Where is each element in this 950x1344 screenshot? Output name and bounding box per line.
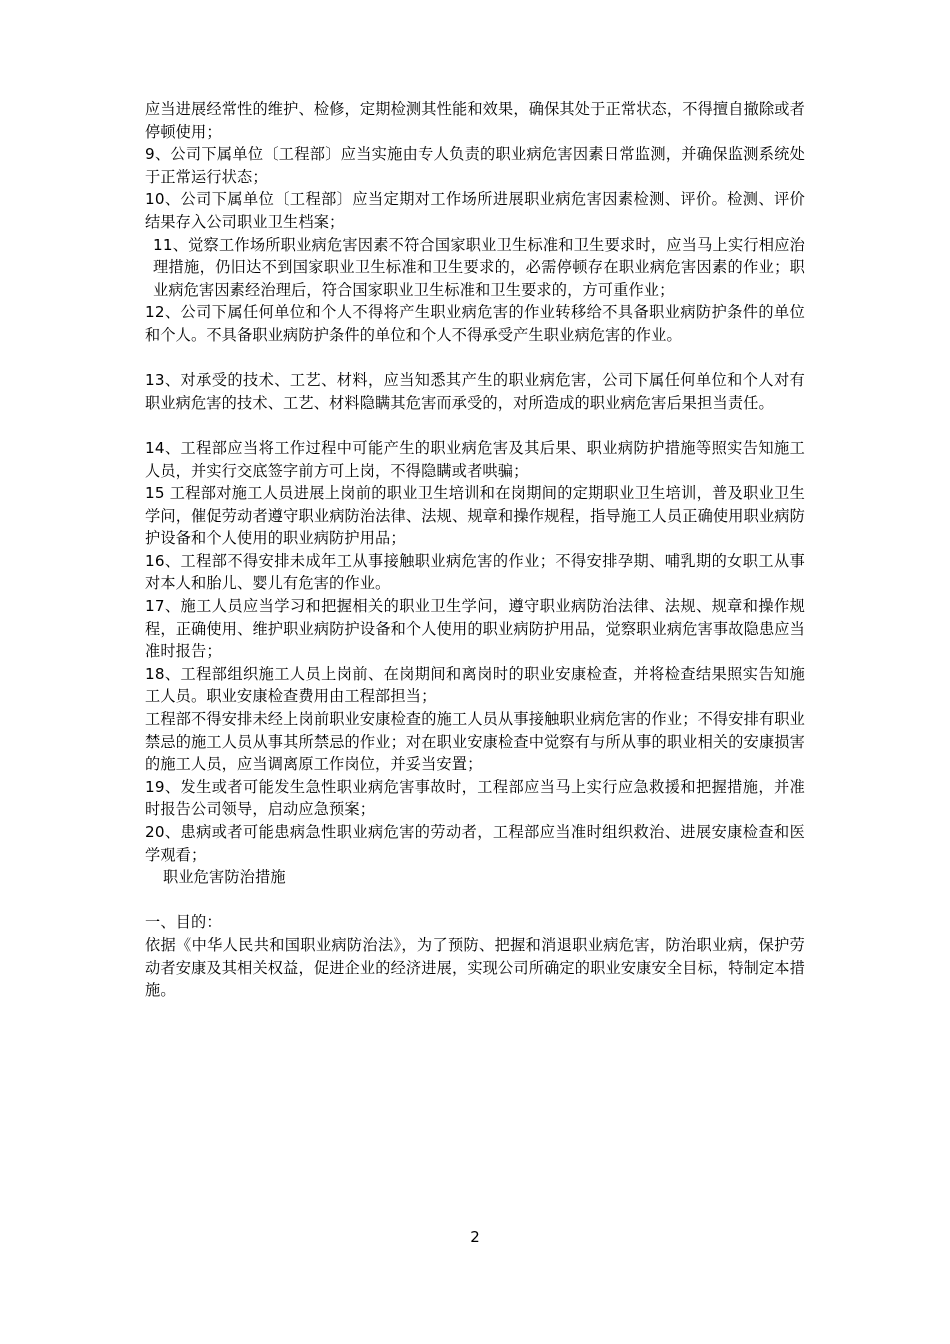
paragraph-maintenance: 应当进展经常性的维护、检修，定期检测其性能和效果，确保其处于正常状态，不得擅自撤除或者停顿使用； xyxy=(145,100,805,141)
page-number: 2 xyxy=(470,1228,480,1246)
subsection-heading-purpose: 一、目的： xyxy=(145,913,222,932)
paragraph-item-9: 9、公司下属单位〔工程部〕应当实施由专人负责的职业病危害因素日常监测，并确保监测系统处于正常运行状态； xyxy=(145,145,805,186)
paragraph-item-12: 12、公司下属任何单位和个人不得将产生职业病危害的作业转移给不具备职业病防护条件的单位和个人。不具备职业病防护条件的单位和个人不得承受产生职业病危害的作业。 xyxy=(145,303,805,344)
paragraph-item-18: 18、工程部组织施工人员上岗前、在岗期间和离岗时的职业安康检查，并将检查结果照实告知施工人员。职业安康检查费用由工程部担当； xyxy=(145,664,805,706)
blank-line xyxy=(145,347,805,370)
paragraph-purpose: 依据《中华人民共和国职业病防治法》，为了预防、把握和消退职业病危害，防治职业病，保护劳动者安康及其相关权益，促进企业的经济进展，实现公司所确定的职业安康安全目标，特制定本措施。 xyxy=(145,935,805,1000)
paragraph-item-11: 11、觉察工作场所职业病危害因素不符合国家职业卫生标准和卫生要求时，应当马上实行相应治理措施，仍旧达不到国家职业卫生标准和卫生要求的，必需停顿存在职业病危害因素的作业；职业病危害因素经治理后，符合国家职业卫生标准和卫生要求的，方可重作业； xyxy=(153,235,805,299)
paragraph-item-20: 20、患病或者可能患病急性职业病危害的劳动者，工程部应当准时组织救治、进展安康检查和医学观看； xyxy=(145,823,805,864)
paragraph-item-13: 13、对承受的技术、工艺、材料，应当知悉其产生的职业病危害，公司下属任何单位和个人对有职业病危害的技术、工艺、材料隐瞒其危害而承受的，对所造成的职业病危害后果担当责任。 xyxy=(145,371,805,412)
paragraph-item-10: 10、公司下属单位〔工程部〕应当定期对工作场所进展职业病危害因素检测、评价。检测、评价结果存入公司职业卫生档案； xyxy=(145,190,805,231)
blank-line xyxy=(145,414,805,437)
blank-line xyxy=(145,889,805,912)
paragraph-item-19: 19、发生或者可能发生急性职业病危害事故时，工程部应当马上实行应急救援和把握措施，并准时报告公司领导，启动应急预案； xyxy=(145,777,805,819)
paragraph-item-16: 16、工程部不得安排未成年工从事接触职业病危害的作业；不得安排孕期、哺乳期的女职工从事对本人和胎儿、婴儿有危害的作业。 xyxy=(145,551,805,593)
paragraph-health-check: 工程部不得安排未经上岗前职业安康检查的施工人员从事接触职业病危害的作业；不得安排有职业禁忌的施工人员从事其所禁忌的作业；对在职业安康检查中觉察有与所从事的职业相关的安康损害的施工人员，应当调离原工作岗位，并妥当安置； xyxy=(145,710,805,774)
paragraph-item-14: 14、工程部应当将工作过程中可能产生的职业病危害及其后果、职业病防护措施等照实告知施工人员，并实行交底签字前方可上岗，不得隐瞒或者哄骗； xyxy=(145,438,805,480)
section-heading: 职业危害防治措施 xyxy=(163,868,286,887)
paragraph-item-17: 17、施工人员应当学习和把握相关的职业卫生学问，遵守职业病防治法律、法规、规章和操作规程，正确使用、维护职业病防护设备和个人使用的职业病防护用品，觉察职业病危害事故隐患应当准时报告； xyxy=(145,597,805,661)
paragraph-item-15: 15 工程部对施工人员进展上岗前的职业卫生培训和在岗期间的定期职业卫生培训，普及职业卫生学问，催促劳动者遵守职业病防治法律、法规、规章和操作规程，指导施工人员正确使用职业病防护设备和个人使用的职业病防护用品； xyxy=(145,484,805,548)
document-body xyxy=(145,98,805,1002)
